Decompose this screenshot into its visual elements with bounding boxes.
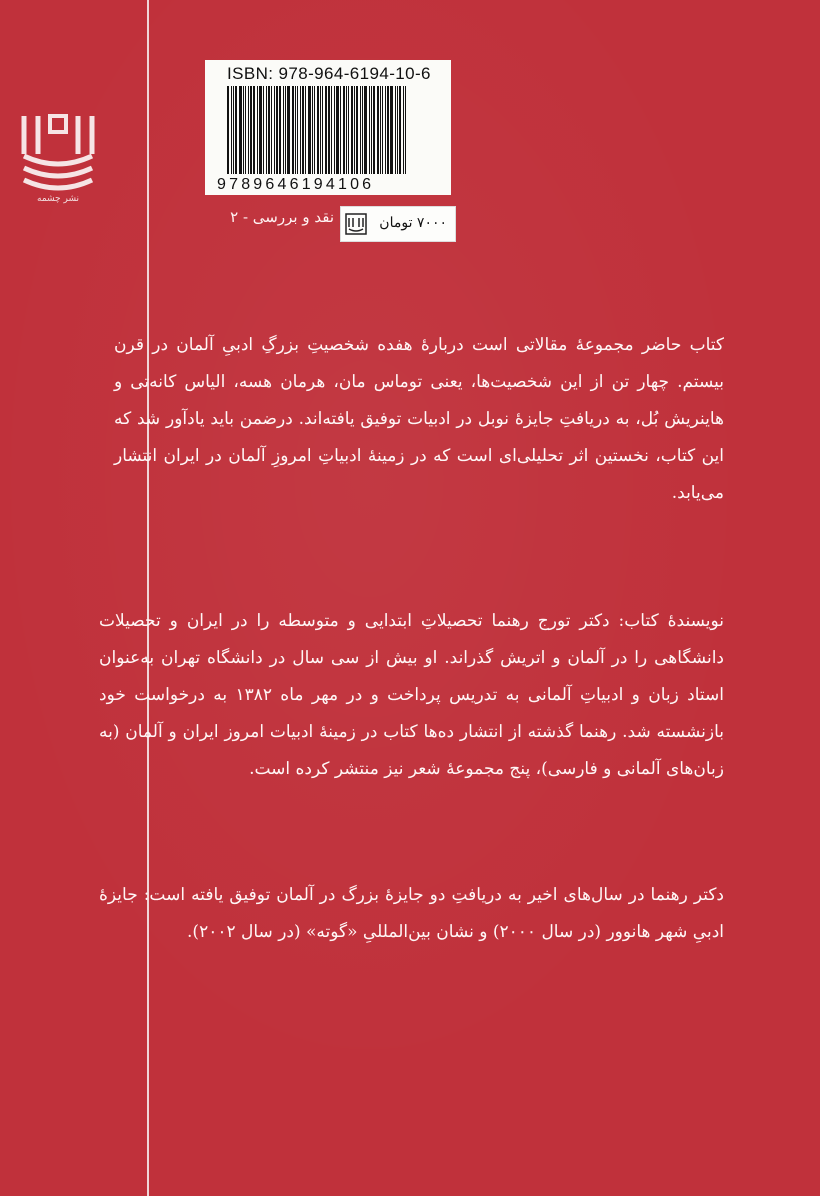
- barcode-bar: [257, 86, 258, 174]
- barcode-bar: [231, 86, 232, 174]
- barcode-bar: [382, 86, 383, 174]
- publisher-caption: نشر چشمه: [37, 194, 79, 204]
- barcode-bar: [287, 86, 290, 174]
- barcode-bar: [380, 86, 381, 174]
- barcode-bar: [235, 86, 237, 174]
- barcode-bar: [292, 86, 294, 174]
- barcode-bar: [334, 86, 335, 174]
- barcode-bar: [305, 86, 306, 174]
- barcode-bar: [253, 86, 255, 174]
- spine-divider: [147, 0, 149, 1196]
- barcode-bar: [362, 86, 363, 174]
- barcode-bar: [300, 86, 301, 174]
- barcode-bar: [227, 86, 229, 174]
- barcode-bar: [302, 86, 304, 174]
- barcode-bar: [405, 86, 406, 174]
- isbn-barcode-label: [205, 60, 451, 195]
- barcode-bar: [373, 86, 375, 174]
- barcode-bar: [274, 86, 275, 174]
- barcode-bar: [276, 86, 278, 174]
- barcode-bar: [325, 86, 327, 174]
- publisher-logo: [20, 112, 96, 206]
- barcode-bar: [371, 86, 372, 174]
- barcode-bar: [336, 86, 339, 174]
- barcode-bar: [250, 86, 252, 174]
- barcode-bar: [399, 86, 401, 174]
- barcode-bar: [248, 86, 249, 174]
- awards-text: دکتر رهنما در سال‌های اخیر به دریافتِ دو جایزهٔ بزرگ در آلمان توفیق یافته است: جایزهٔ ادبیِ شهر هانوور (در سال ۲۰۰۰) و نشان بین‌المللیِ «گوته» (در سال ۲۰۰۲).: [99, 885, 724, 942]
- barcode-bar: [233, 86, 234, 174]
- barcode-digits: 9789646194106: [217, 176, 375, 193]
- barcode-bar: [320, 86, 321, 174]
- barcode-bar: [397, 86, 398, 174]
- barcode-bar: [403, 86, 404, 174]
- barcode-bar: [343, 86, 345, 174]
- series-label: نقد و بررسی - ۲: [230, 208, 334, 226]
- barcode-bar: [369, 86, 370, 174]
- barcode-bar: [312, 86, 313, 174]
- description-text: کتاب حاضر مجموعهٔ مقالاتی است دربارهٔ هفده شخصیتِ بزرگِ ادبیِ آلمان در قرن بیستم. چهار تن از این شخصیت‌ها، یعنی توماس مان، هرمان هسه، الیاس کانه‌تی و هاینریش بُل، به دریافتِ جایزهٔ نوبل در ادبیات توفیق یافته‌اند. درضمن باید یادآور شد که این کتاب، نخستین اثر تحلیلی‌ای است که در زمینهٔ ادبیاتِ امروزِ آلمان در ایران انتشار می‌یابد.: [114, 335, 724, 503]
- barcode-bar: [279, 86, 281, 174]
- barcode-bar: [243, 86, 244, 174]
- barcode-bar: [268, 86, 270, 174]
- author-bio-text: نویسندهٔ کتاب: دکتر تورج رهنما تحصیلاتِ ابتدایی و متوسطه را در ایران و تحصیلات دانشگاهی را در آلمان و اتریش گذراند. او بیش از سی سال در دانشگاه تهران به‌عنوان استاد زبان و ادبیاتِ آلمانی به تدریس پرداخت و در مهر ماه ۱۳۸۲ به درخواست خود بازنشسته شد. رهنما گذشته از انتشار ده‌ها کتاب در زمینهٔ ادبیات امروز ایران و آلمان (به زبان‌های آلمانی و فارسی)، پنج مجموعهٔ شعر نیز منتشر کرده است.: [99, 611, 724, 779]
- barcode-bar: [340, 86, 341, 174]
- barcode-bar: [259, 86, 262, 174]
- book-description: [114, 327, 724, 512]
- barcode-bar: [346, 86, 347, 174]
- barcode-bar: [295, 86, 296, 174]
- barcode-bar: [266, 86, 267, 174]
- author-awards: [99, 877, 724, 951]
- barcode-bar: [390, 86, 393, 174]
- barcode-bars: [227, 86, 443, 174]
- barcode-bar: [385, 86, 386, 174]
- barcode-bar: [283, 86, 284, 174]
- barcode-bar: [395, 86, 396, 174]
- barcode-bar: [308, 86, 311, 174]
- barcode-bar: [245, 86, 246, 174]
- barcode-bar: [364, 86, 367, 174]
- author-bio: [99, 603, 724, 788]
- isbn-text: ISBN: 978-964-6194-10-6: [227, 64, 431, 83]
- barcode-bar: [328, 86, 330, 174]
- barcode-bar: [377, 86, 379, 174]
- barcode-bar: [314, 86, 315, 174]
- barcode-bar: [263, 86, 264, 174]
- price-sticker: [340, 206, 456, 242]
- barcode-bar: [239, 86, 242, 174]
- publisher-book-logo-icon: [20, 112, 96, 194]
- price-text: ۷۰۰۰ تومان: [379, 215, 447, 231]
- barcode-bar: [360, 86, 361, 174]
- barcode-bar: [351, 86, 353, 174]
- barcode-bar: [387, 86, 389, 174]
- barcode-bar: [297, 86, 298, 174]
- barcode-bar: [285, 86, 286, 174]
- barcode-bar: [348, 86, 349, 174]
- barcode-bar: [356, 86, 358, 174]
- barcode-bar: [317, 86, 319, 174]
- publisher-mini-logo-icon: [345, 213, 367, 235]
- barcode-bar: [331, 86, 332, 174]
- barcode-bar: [322, 86, 323, 174]
- barcode-bar: [354, 86, 355, 174]
- barcode-bar: [271, 86, 272, 174]
